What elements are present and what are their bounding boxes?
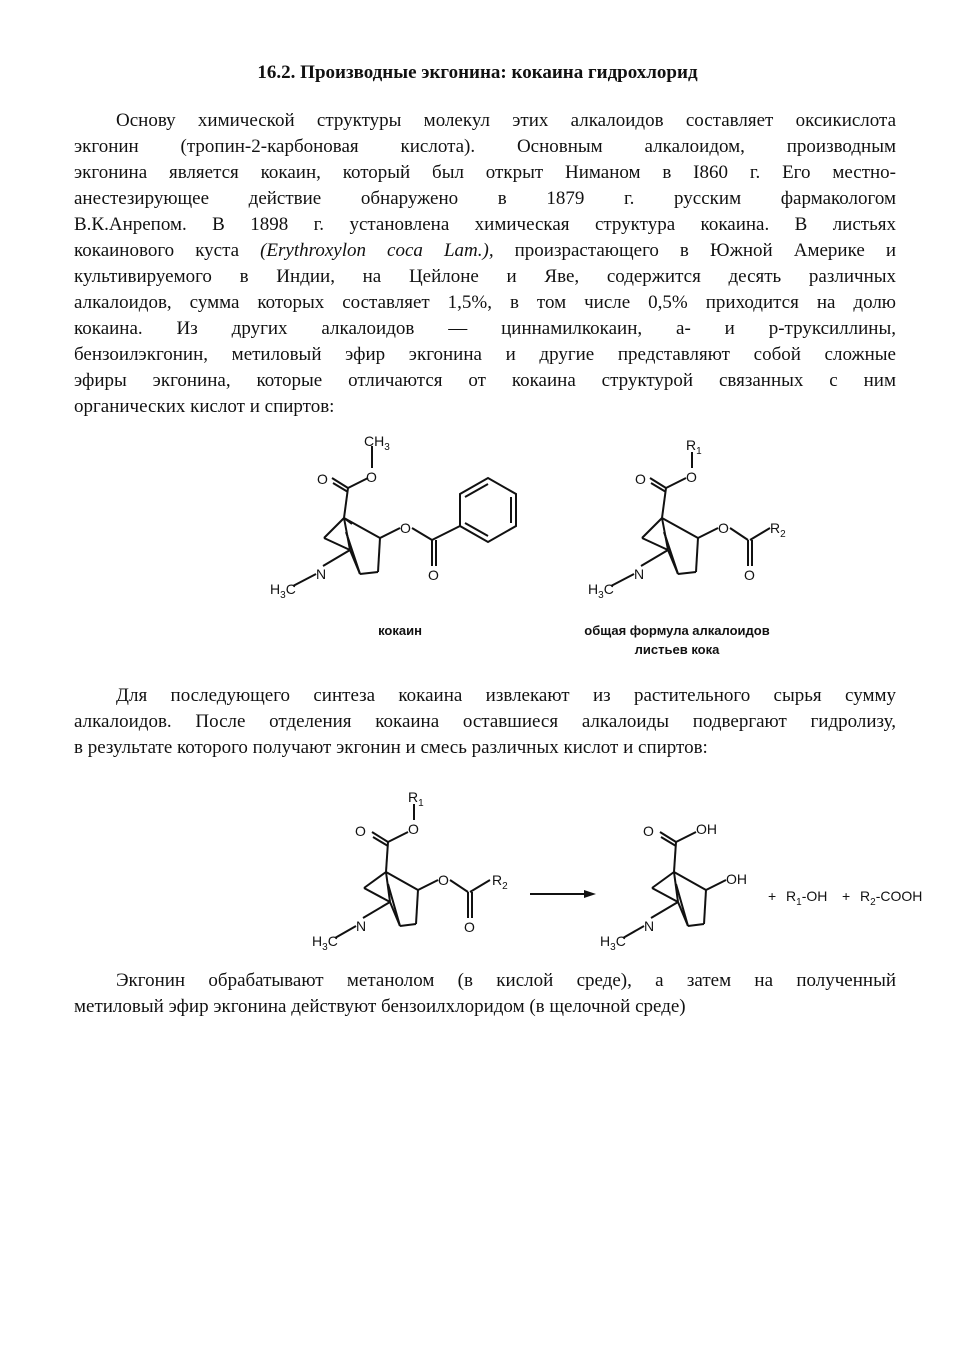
bond <box>676 832 696 842</box>
bond <box>465 484 488 497</box>
bond <box>651 902 678 918</box>
bond <box>706 880 726 890</box>
bond <box>664 532 678 574</box>
bond <box>676 884 688 926</box>
cocaine-structure <box>260 430 540 610</box>
r1-label: $R_1$ <box>686 437 702 457</box>
bond <box>688 924 704 926</box>
r2-label: $R_2$ <box>492 872 508 892</box>
nitrogen-label: N <box>316 566 327 582</box>
paragraph-esterification <box>74 968 896 1020</box>
bond <box>678 572 696 574</box>
h3c-label: $H_3C$ <box>600 933 626 953</box>
text-line: метиловый эфир экгонина действуют бензоилхлоридом (в щелочной среде) <box>74 996 686 1017</box>
plus-sign: + <box>842 888 851 904</box>
text-line: кокаина. Из других алкалоидов — циннамилкокаин, а- и р-труксиллины, <box>74 318 896 339</box>
oxygen-label: O <box>366 469 377 485</box>
oxygen-label: O <box>464 919 475 935</box>
text-fragment: произрастающего в Южной Америке и <box>493 240 896 261</box>
bond <box>344 518 380 538</box>
section-heading: 16.2. Производные экгонина: кокаина гидрохлорид <box>257 62 698 83</box>
text-line: алкалоидов. После отделения кокаина оставшиеся алкалоиды подвергают гидролизу, <box>74 711 896 732</box>
bond <box>666 478 686 488</box>
text-line: бензоилэкгонин, метиловый эфир экгонина и другие представляют собой сложные <box>74 344 896 365</box>
bond <box>416 890 418 924</box>
bond <box>386 872 418 890</box>
bond <box>388 832 408 842</box>
oxygen-label: O <box>744 567 755 583</box>
bond <box>364 872 386 888</box>
text-line-with-latin-name <box>74 238 896 264</box>
arrow-head <box>584 890 596 898</box>
bond <box>641 550 668 566</box>
caption-line: листьев кока <box>634 642 720 657</box>
ecgonine-product <box>600 821 747 953</box>
r2-label: $R_2$ <box>770 520 786 540</box>
oxygen-label: O <box>686 469 697 485</box>
bond <box>623 926 644 938</box>
bond <box>642 518 662 538</box>
text-line: культивируемого в Индии, на Цейлоне и Яве, содержится десять различных <box>74 266 896 287</box>
bond <box>662 518 698 538</box>
bond <box>400 924 416 926</box>
bond <box>470 880 490 892</box>
nitrogen-label: N <box>644 918 655 934</box>
oxygen-label: O <box>428 567 439 583</box>
h3c-label: $H_3C$ <box>588 581 614 601</box>
paragraph-intro <box>74 108 896 420</box>
bond <box>324 518 344 538</box>
bond <box>323 550 350 566</box>
bond <box>412 528 432 540</box>
bond <box>674 872 706 890</box>
bond <box>418 880 438 890</box>
text-line: анестезирующее действие обнаружено в 1879 г. русским фармакологом <box>74 188 896 209</box>
bond <box>611 574 634 586</box>
ester-reactant <box>312 789 508 953</box>
general-alkaloid-structure <box>578 430 808 610</box>
general-formula-caption <box>555 621 799 659</box>
oxygen-label: O <box>317 471 328 487</box>
ch3-label: $CH_3$ <box>364 433 390 453</box>
bond <box>388 884 400 926</box>
plus-sign: + <box>768 888 777 904</box>
bond <box>346 532 360 574</box>
oxygen-label: O <box>643 823 654 839</box>
r1-label: $R_1$ <box>408 789 424 809</box>
nitrogen-label: N <box>634 566 645 582</box>
text-line: экгонина является кокаин, который был открыт Ниманом в I860 г. Его местно- <box>74 162 896 183</box>
alcohol-formula: $R_1-OH$ <box>786 888 828 908</box>
bond <box>380 528 400 538</box>
oxygen-label: O <box>718 520 729 536</box>
bond <box>652 888 678 902</box>
oxygen-label: O <box>635 471 646 487</box>
bond <box>698 528 718 538</box>
bond <box>730 528 748 540</box>
latin-species-name: (Erythroxylon coca Lam.), <box>260 240 494 261</box>
acid-formula: $R_2$-COOH <box>860 888 923 908</box>
bond <box>750 528 770 540</box>
text-line: Для последующего синтеза кокаина извлекают из растительного сырья сумму <box>116 685 896 706</box>
bond <box>704 890 706 924</box>
text-line: В.К.Анрепом. В 1898 г. установлена химическая структура кокаина. В листьях <box>74 214 896 235</box>
text-line: органических кислот и спиртов: <box>74 396 335 417</box>
text-line: в результате которого получают экгонин и смесь различных кислот и спиртов: <box>74 737 708 758</box>
bond <box>324 538 350 550</box>
bond <box>360 572 378 574</box>
oxygen-label: O <box>408 821 419 837</box>
bond <box>348 478 368 488</box>
hydroxyl-label: OH <box>726 871 747 887</box>
text-line: алкалоидов, сумма которых составляет 1,5%, в том числе 0,5% приходится на долю <box>74 292 896 313</box>
bond <box>293 574 316 586</box>
text-line: Основу химической структуры молекул этих алкалоидов составляет оксикислота <box>116 110 896 131</box>
oxygen-label: O <box>400 520 411 536</box>
bond <box>335 926 356 938</box>
reaction-arrow <box>530 890 596 898</box>
bond <box>378 538 380 572</box>
bond <box>642 538 668 550</box>
benzene-ring <box>460 478 516 542</box>
paragraph-synthesis <box>74 683 896 761</box>
hydroxyl-label: OH <box>696 821 717 837</box>
cocaine-caption: кокаин <box>378 623 422 638</box>
byproducts <box>768 888 922 908</box>
text-fragment: кокаинового куста <box>74 240 261 261</box>
text-line: Экгонин обрабатывают метанолом (в кислой среде), а затем на полученный <box>116 970 896 991</box>
text-line: экгонин (тропин-2-карбоновая кислота). Основным алкалоидом, производным <box>74 136 896 157</box>
oxygen-label: O <box>355 823 366 839</box>
oxygen-label: O <box>438 872 449 888</box>
text-line: эфиры экгонина, которые отличаются от кокаина структурой связанных с ним <box>74 370 896 391</box>
caption-line: общая формула алкалоидов <box>584 623 770 638</box>
bond <box>465 523 488 536</box>
bond <box>363 902 390 918</box>
h3c-label: $H_3C$ <box>270 581 296 601</box>
nitrogen-label: N <box>356 918 367 934</box>
h3c-label: $H_3C$ <box>312 933 338 953</box>
bond <box>450 880 468 892</box>
bond <box>364 888 390 902</box>
bond <box>696 538 698 572</box>
hydrolysis-reaction <box>300 780 940 960</box>
bond <box>652 872 674 888</box>
bond <box>432 526 460 540</box>
